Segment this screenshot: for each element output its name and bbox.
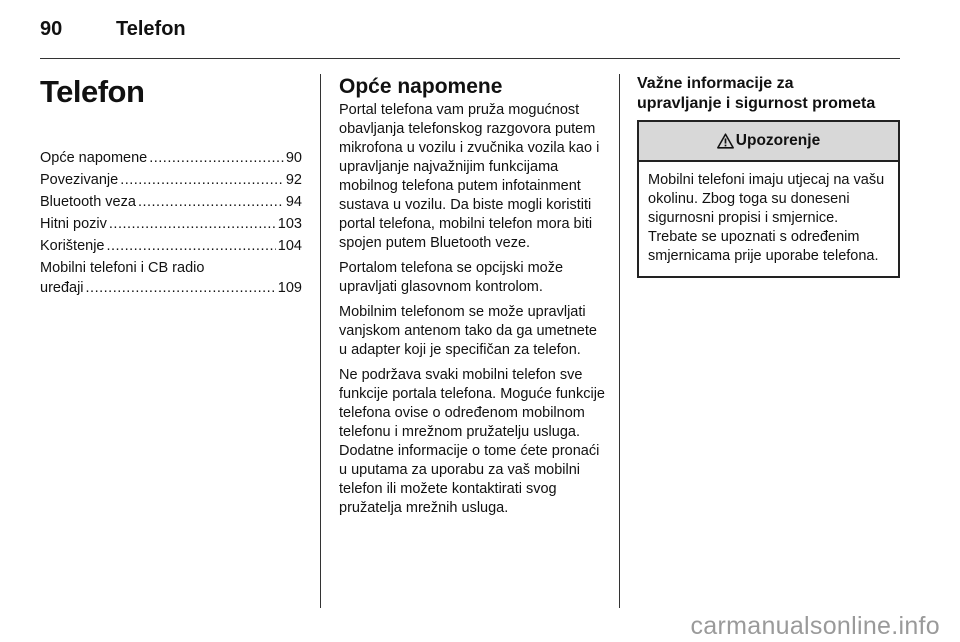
warning-label: Upozorenje: [735, 132, 821, 149]
toc-label: uređaji: [40, 280, 84, 296]
toc-label: Povezivanje: [40, 172, 119, 188]
warning-header: [639, 122, 898, 162]
warning-triangle-icon: [717, 133, 734, 149]
section-title-safety: [637, 74, 900, 114]
toc-label: Korištenje: [40, 238, 105, 254]
chapter-title: Telefon: [40, 74, 145, 109]
watermark: carmanualsonline.info: [690, 612, 940, 640]
toc-leader: [120, 170, 284, 190]
toc-page: 109: [277, 280, 302, 296]
toc-label-line1: Mobilni telefoni i CB radio: [40, 260, 205, 276]
toc-item-opce-napomene[interactable]: [40, 148, 302, 168]
safety-column: [637, 74, 900, 278]
toc-page: 92: [285, 172, 302, 188]
section-title-general: Opće napomene: [339, 75, 503, 98]
section-title-line1: Važne informacije za: [637, 75, 794, 92]
toc-page: 90: [285, 150, 302, 166]
toc-leader: [106, 236, 275, 256]
toc-page: 104: [277, 238, 302, 254]
column-divider-1: [320, 74, 321, 608]
chapter-column: [40, 74, 302, 300]
paragraph: Portal telefona vam pruža mogućnost obavljanja telefonskog razgovora putem mikrofona u vozilu i zvučnika vozila kao i upravljanje najvažnijim funkcijama mobilnog telefona putem infotainment sustava u vozilu. Da biste mogli koristiti portal telefona, mobilni telefon mora biti spojen putem Bluetooth veze.: [339, 102, 600, 251]
toc-leader: [109, 214, 276, 234]
paragraph: Mobilnim telefonom se može upravljati vanjskom antenom tako da ga umetnete u adapter koji je specifičan za telefon.: [339, 304, 597, 358]
warning-box: [637, 120, 900, 278]
toc-leader: [86, 278, 276, 298]
toc-label: Bluetooth veza: [40, 194, 136, 210]
toc-label: Hitni poziv: [40, 216, 107, 232]
toc-leader: [149, 148, 284, 168]
toc-page: 103: [277, 216, 302, 232]
toc-page: 94: [285, 194, 302, 210]
paragraph: Ne podržava svaki mobilni telefon sve funkcije portala telefona. Moguće funkcije telefona ovise o određenom mobilnom telefonu i mrežnom pružatelju usluga. Dodatne informacije o tome ćete pronaći u uputama za uporabu za vaš mobilni telefon ili možete kontaktirati svog pružatelja mrežnih usluga.: [339, 367, 605, 516]
page-number: 90: [40, 18, 63, 40]
page-header: [40, 18, 900, 48]
table-of-contents: [40, 148, 302, 298]
header-divider: [40, 58, 900, 59]
running-title: Telefon: [116, 18, 186, 40]
toc-leader: [138, 192, 284, 212]
toc-item-povezivanje[interactable]: [40, 170, 302, 190]
warning-text: Mobilni telefoni imaju utjecaj na vašu okolinu. Zbog toga su doneseni sigurnosni propisi i smjernice. Trebate se upoznati s određenim smjernicama prije uporabe telefona.: [648, 172, 885, 264]
toc-label: Opće napomene: [40, 150, 148, 166]
toc-item-mobilni-telefoni-cb-radio[interactable]: [40, 258, 302, 298]
toc-item-bluetooth-veza[interactable]: [40, 192, 302, 212]
paragraph: Portalom telefona se opcijski može upravljati glasovnom kontrolom.: [339, 260, 564, 295]
section-title-line2: upravljanje i sigurnost prometa: [637, 95, 876, 112]
toc-item-koristenje[interactable]: [40, 236, 302, 256]
general-notes-column: [339, 74, 607, 524]
toc-item-hitni-poziv[interactable]: [40, 214, 302, 234]
column-divider-2: [619, 74, 620, 608]
